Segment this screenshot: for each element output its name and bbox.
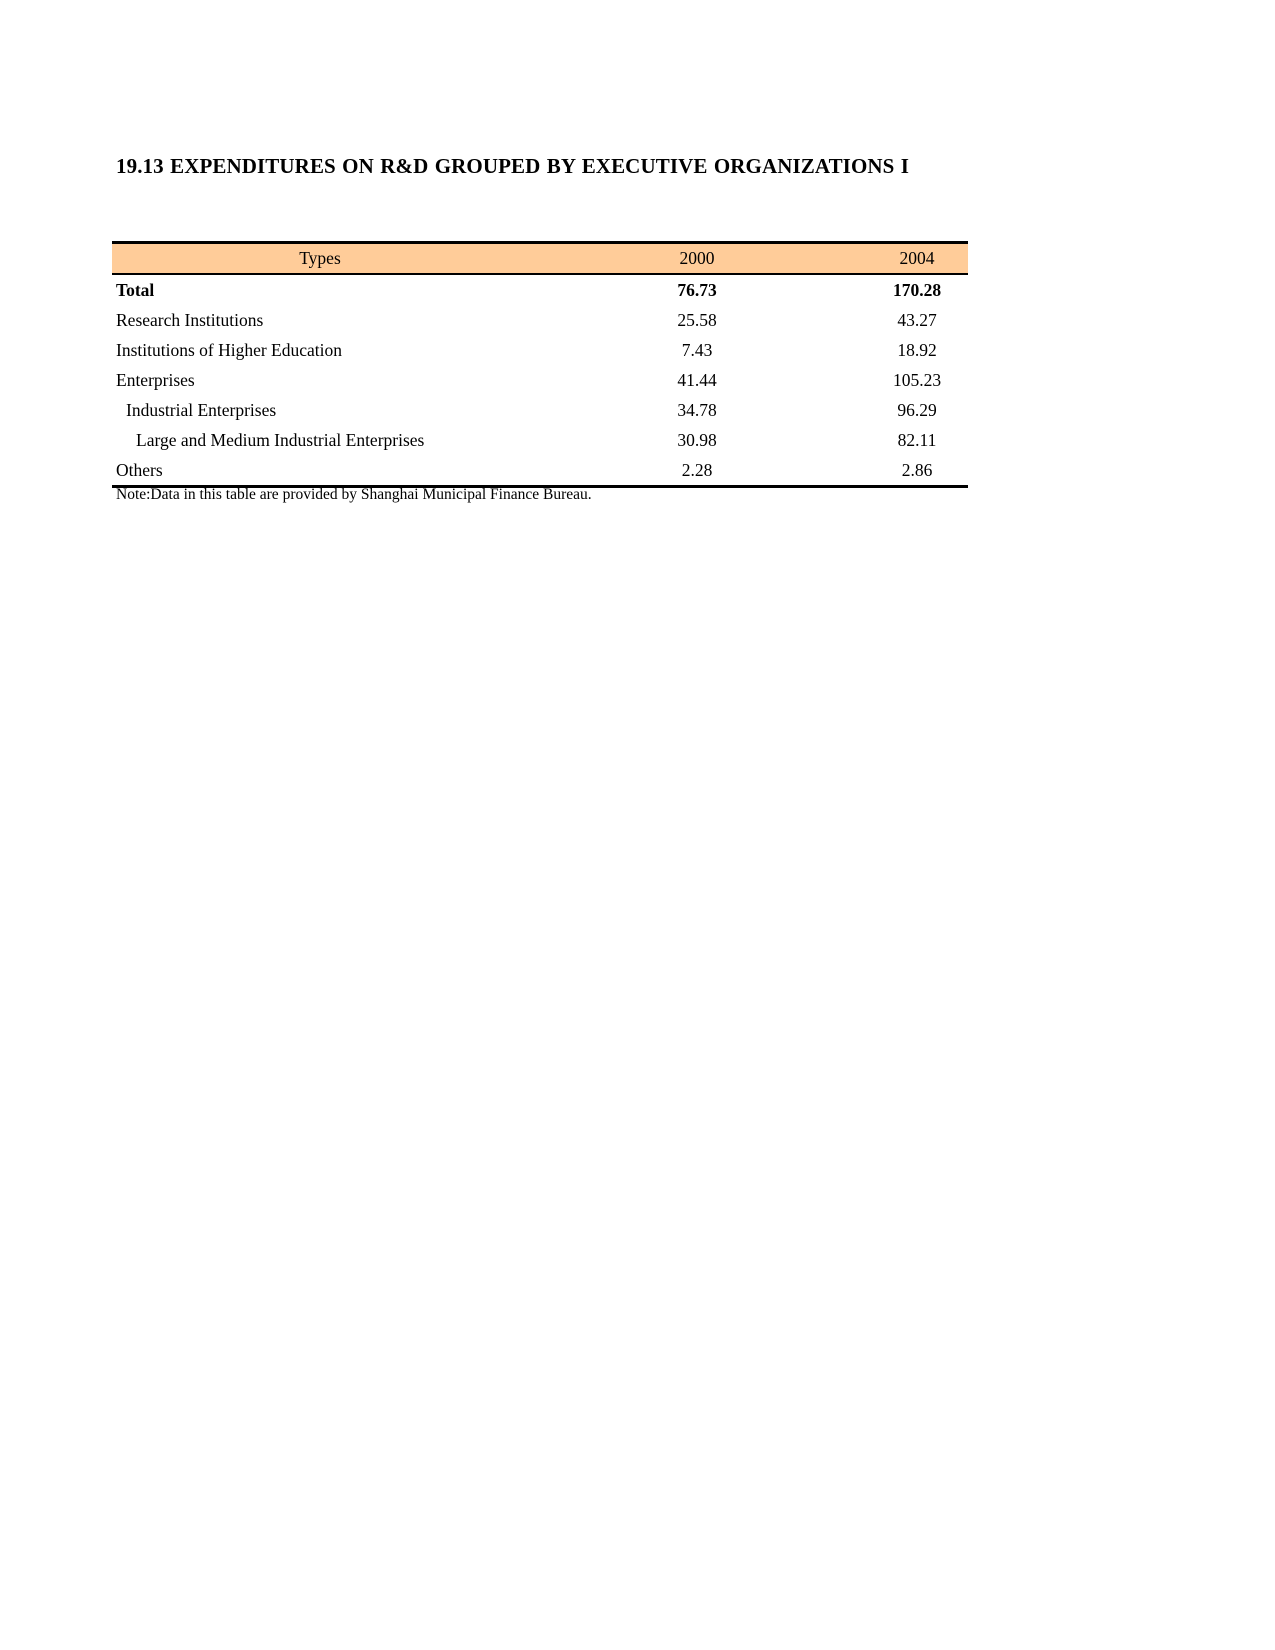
row-type: Institutions of Higher Education	[116, 340, 343, 360]
row-type: Total	[116, 280, 155, 300]
expenditure-table	[112, 241, 968, 488]
header-year-2004: 2004	[899, 248, 935, 268]
header-types: Types	[299, 248, 341, 268]
row-type: Large and Medium Industrial Enterprises	[136, 430, 425, 450]
row-value-2000: 41.44	[677, 370, 717, 390]
row-value-2004: 82.11	[897, 430, 937, 450]
table-row	[112, 425, 968, 455]
row-value-2004: 43.27	[897, 310, 937, 330]
row-type: Industrial Enterprises	[126, 400, 277, 420]
row-value-2004: 96.29	[897, 400, 937, 420]
table-row	[112, 305, 968, 335]
row-value-2000: 34.78	[677, 400, 717, 420]
row-type: Enterprises	[116, 370, 195, 390]
table-note: Note:Data in this table are provided by Shanghai Municipal Finance Bureau.	[116, 486, 592, 503]
row-type: Others	[116, 460, 163, 480]
row-value-2004: 170.28	[892, 280, 942, 300]
row-value-2000: 76.73	[677, 280, 717, 300]
row-value-2000: 7.43	[681, 340, 713, 360]
row-value-2000: 30.98	[677, 430, 717, 450]
table-row	[112, 455, 968, 488]
row-value-2004: 2.86	[901, 460, 933, 480]
title-container	[116, 152, 968, 182]
table-row	[112, 365, 968, 395]
header-year-2000: 2000	[679, 248, 715, 268]
row-value-2004: 105.23	[892, 370, 942, 390]
page-title: 19.13 EXPENDITURES ON R&D GROUPED BY EXECUTIVE ORGANIZATIONS I	[116, 154, 910, 178]
row-value-2000: 2.28	[681, 460, 713, 480]
row-value-2000: 25.58	[677, 310, 717, 330]
table-row	[112, 395, 968, 425]
row-value-2004: 18.92	[897, 340, 937, 360]
table-row	[112, 335, 968, 365]
row-type: Research Institutions	[116, 310, 264, 330]
table-header-row	[112, 244, 968, 275]
table-row	[112, 275, 968, 305]
